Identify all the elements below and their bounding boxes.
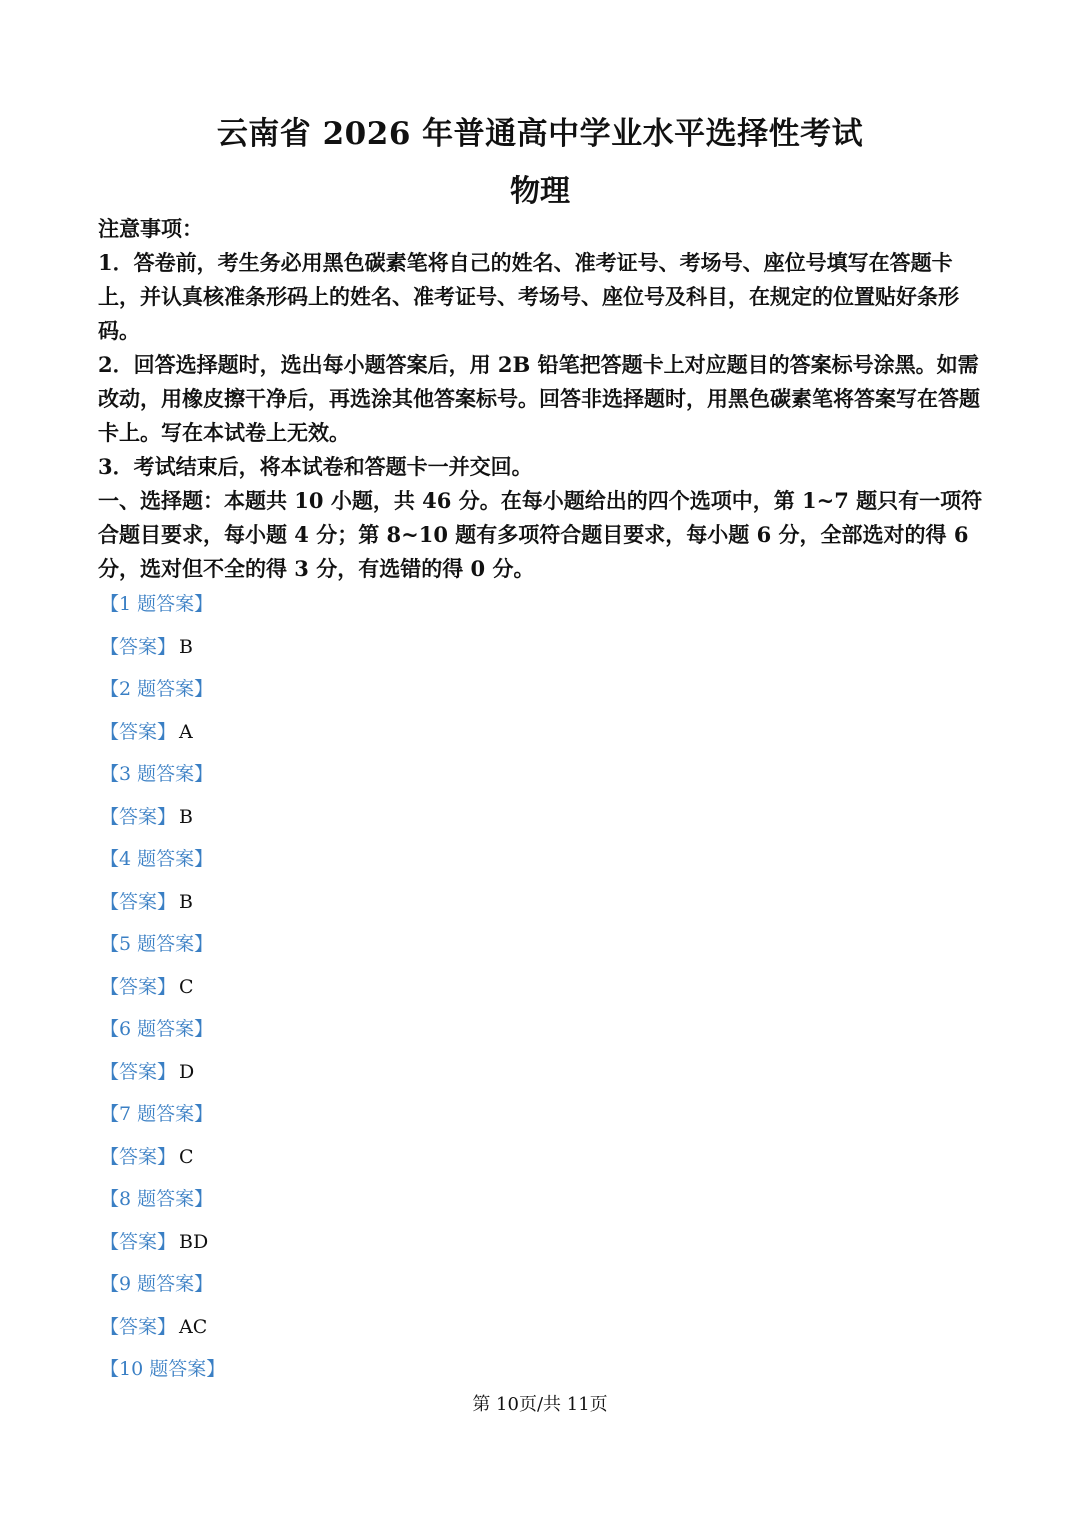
question-label-text: 【4 题答案】	[100, 848, 214, 870]
answer-value: B	[179, 635, 193, 658]
answer-row	[100, 630, 800, 673]
answer-prefix: 【答案】	[100, 635, 177, 658]
question-label	[100, 587, 800, 630]
answer-row	[100, 800, 800, 843]
question-label	[100, 1182, 800, 1225]
question-label	[100, 1012, 800, 1055]
answer-list	[100, 587, 800, 1395]
answer-prefix: 【答案】	[100, 1145, 177, 1168]
instruction-item-1: 1．答卷前，考生务必用黑色碳素笔将自己的姓名、准考证号、考场号、座位号填写在答题卡上，并认真核准条形码上的姓名、准考证号、考场号、座位号及科目，在规定的位置贴好条形码。	[98, 250, 959, 343]
question-label-text: 【3 题答案】	[100, 763, 214, 785]
question-label-text: 【10 题答案】	[100, 1358, 226, 1380]
instructions-heading: 注意事项：	[98, 216, 203, 241]
answer-value: BD	[179, 1230, 209, 1253]
answer-prefix: 【答案】	[100, 975, 177, 998]
question-label	[100, 1352, 800, 1395]
subject-title: 物理	[510, 174, 570, 209]
instruction-item-2: 2．回答选择题时，选出每小题答案后，用 2B 铅笔把答题卡上对应题目的答案标号涂黑。如需改动，用橡皮擦干净后，再选涂其他答案标号。回答非选择题时，用黑色碳素笔将答案写在答题卡上。写在本试卷上无效。	[98, 352, 980, 445]
answer-value: B	[179, 890, 193, 913]
question-label	[100, 1267, 800, 1310]
question-label-text: 【6 题答案】	[100, 1018, 214, 1040]
answer-row	[100, 1140, 800, 1183]
answer-prefix: 【答案】	[100, 890, 177, 913]
answer-value: C	[179, 975, 194, 998]
section-description: 一、选择题：本题共 10 小题，共 46 分。在每小题给出的四个选项中，第 1~7 题只有一项符合题目要求，每小题 4 分；第 8~10 题有多项符合题目要求，每小题 6 分，全部选对的得 6 分，选对但不全的得 3 分，有选错的得 0 分。	[98, 488, 983, 581]
answer-value: A	[179, 720, 193, 743]
question-label-text: 【7 题答案】	[100, 1103, 214, 1125]
answer-row	[100, 715, 800, 758]
answer-value: D	[179, 1060, 195, 1083]
instructions	[98, 212, 984, 586]
question-label-text: 【1 题答案】	[100, 593, 214, 615]
question-label-text: 【8 题答案】	[100, 1188, 214, 1210]
answer-prefix: 【答案】	[100, 720, 177, 743]
answer-row	[100, 1310, 800, 1353]
answer-value: B	[179, 805, 193, 828]
question-label	[100, 927, 800, 970]
answer-prefix: 【答案】	[100, 1060, 177, 1083]
question-label-text: 【5 题答案】	[100, 933, 214, 955]
question-label-text: 【2 题答案】	[100, 678, 214, 700]
question-label	[100, 1097, 800, 1140]
answer-value: C	[179, 1145, 194, 1168]
question-label-text: 【9 题答案】	[100, 1273, 214, 1295]
answer-row	[100, 970, 800, 1013]
exam-title: 云南省 2026 年普通高中学业水平选择性考试	[216, 116, 864, 152]
answer-prefix: 【答案】	[100, 1230, 177, 1253]
answer-prefix: 【答案】	[100, 1315, 177, 1338]
answer-row	[100, 1055, 800, 1098]
answer-row	[100, 885, 800, 928]
answer-prefix: 【答案】	[100, 805, 177, 828]
answer-row	[100, 1225, 800, 1268]
page-number: 第 10页/共 11页	[472, 1394, 608, 1415]
answer-value: AC	[179, 1315, 208, 1338]
question-label	[100, 757, 800, 800]
question-label	[100, 842, 800, 885]
question-label	[100, 672, 800, 715]
instruction-item-3: 3．考试结束后，将本试卷和答题卡一并交回。	[98, 454, 533, 479]
